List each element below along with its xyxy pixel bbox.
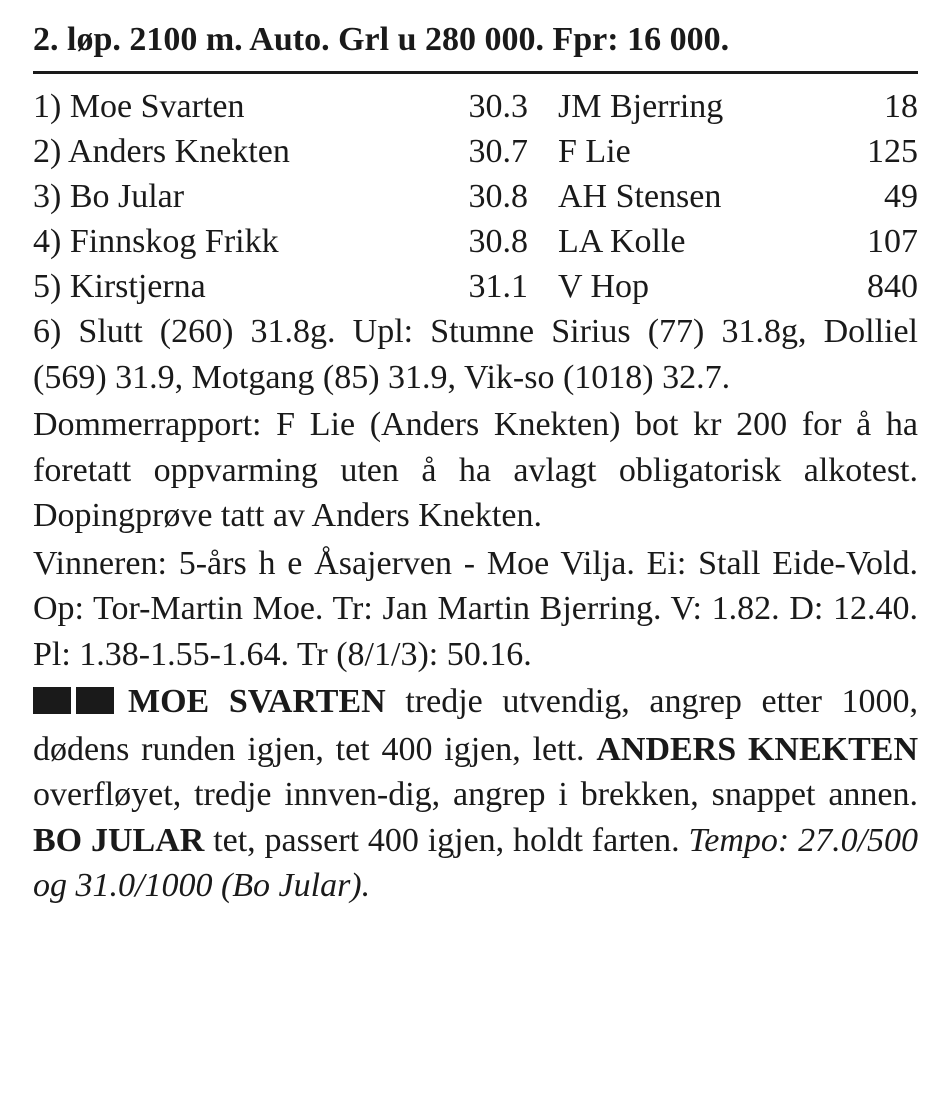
horse-name: 2) Anders Knekten <box>33 133 290 170</box>
km-time: 30.7 <box>468 133 528 170</box>
comment-text: tredje utvendig, angrep etter 1000, dødens runden igjen, tet 400 igjen, lett. <box>33 683 919 768</box>
odds: 49 <box>884 178 918 215</box>
km-time: 30.8 <box>468 178 528 215</box>
horse-name-bold: BO JULAR <box>33 821 205 859</box>
result-row <box>33 129 918 174</box>
horse-name: 4) Finnskog Frikk <box>33 223 279 260</box>
header-rule <box>33 71 918 74</box>
odds: 125 <box>867 133 918 170</box>
driver-name: JM Bjerring <box>558 88 724 125</box>
tempo-text: Tempo: 27.0/500 og 31.0/1000 (Bo Jular). <box>33 821 919 904</box>
race-report <box>33 0 918 911</box>
km-time: 30.8 <box>468 223 528 260</box>
results-table <box>33 84 918 309</box>
km-time: 30.3 <box>468 88 528 125</box>
driver-name: LA Kolle <box>558 223 686 260</box>
judges-report-paragraph: Dommerrapport: F Lie (Anders Knekten) bot kr 200 for å ha foretatt oppvarming uten å ha avlagt obligatorisk alkotest. Dopingprøve tatt av Anders Knekten. <box>33 406 918 534</box>
odds: 18 <box>884 88 918 125</box>
race-comment-paragraph <box>33 679 918 909</box>
result-row <box>33 264 918 309</box>
driver-name: AH Stensen <box>558 178 722 215</box>
horse-name: 5) Kirstjerna <box>33 268 206 305</box>
winner-info-paragraph: Vinneren: 5-års h e Åsajerven - Moe Vilja. Ei: Stall Eide-Vold. Op: Tor-Martin Moe. Tr: Jan Martin Bjerring. V: 1.82. D: 12.40. Pl: 1.38-1.55-1.64. Tr (8/1/3): 50.16. <box>33 544 918 673</box>
placings-paragraph: 6) Slutt (260) 31.8g. Upl: Stumne Sirius (77) 31.8g, Dolliel (569) 31.9, Motgang (85) 31.9, Vik-so (1018) 32.7. <box>33 313 918 396</box>
driver-name: F Lie <box>558 133 631 170</box>
driver-name: V Hop <box>558 268 649 305</box>
result-row <box>33 219 918 264</box>
comment-text: tet, passert 400 igjen, holdt farten. <box>213 821 680 859</box>
comment-text: overfløyet, tredje innven-dig, angrep i brekken, snappet annen. <box>33 776 918 813</box>
odds: 107 <box>867 223 918 260</box>
horse-name: 1) Moe Svarten <box>33 88 245 125</box>
race-header: 2. løp. 2100 m. Auto. Grl u 280 000. Fpr: 16 000. <box>33 21 730 58</box>
horse-name: 3) Bo Jular <box>33 178 185 215</box>
horse-name-bold: ANDERS KNEKTEN <box>596 730 918 768</box>
km-time: 31.1 <box>468 268 528 305</box>
odds: 840 <box>867 268 918 305</box>
result-row <box>33 174 918 219</box>
rating-squares-icon <box>33 681 114 727</box>
result-row <box>33 84 918 129</box>
horse-name-bold: MOE SVARTEN <box>128 683 386 720</box>
